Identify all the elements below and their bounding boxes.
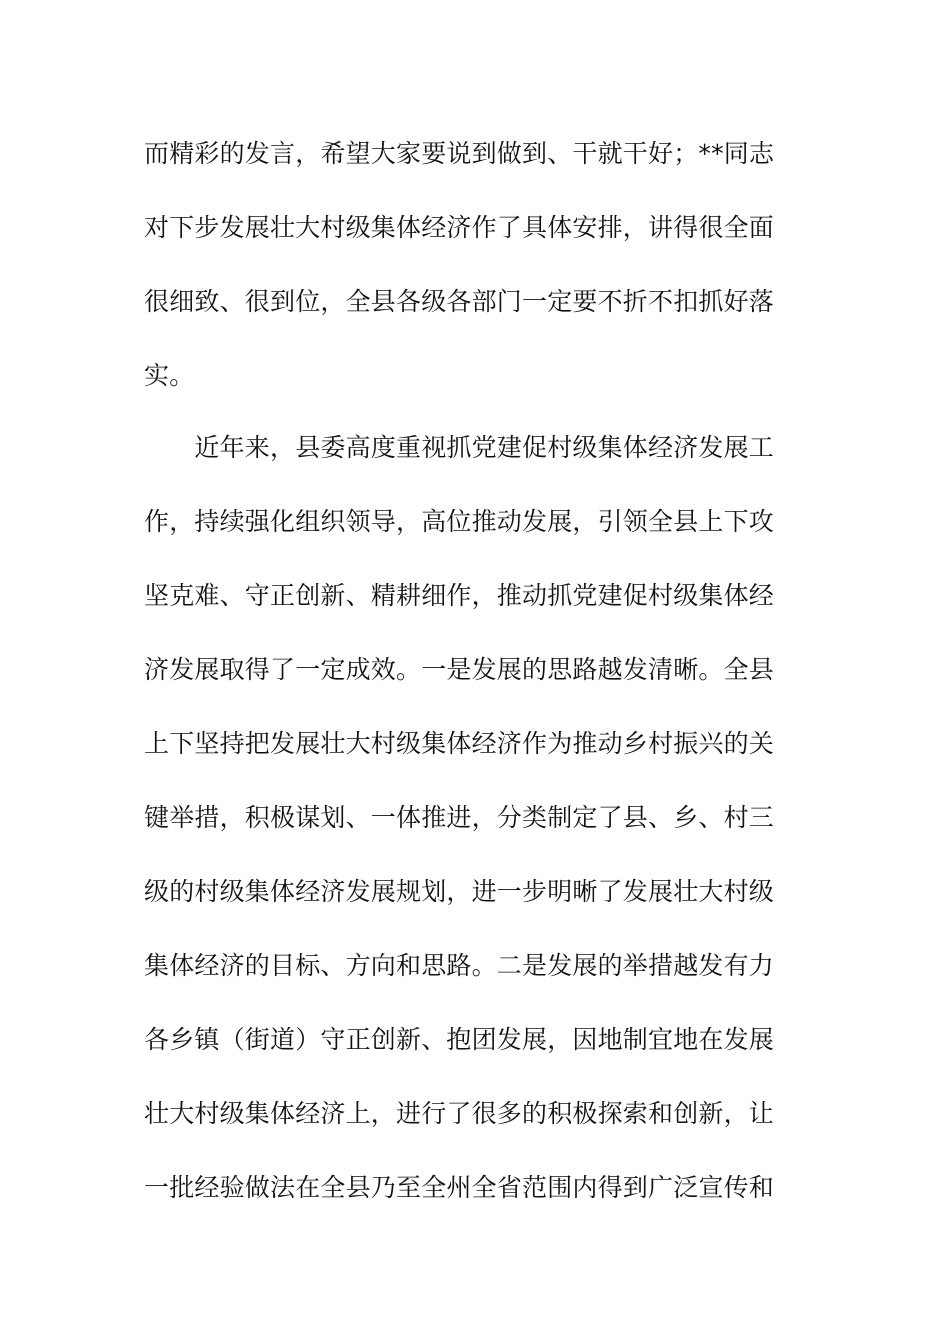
paragraph-line: 壮大村级集体经济上，进行了很多的积极探索和创新，让 <box>144 1099 775 1128</box>
paragraph-line: 济发展取得了一定成效。一是发展的思路越发清晰。全县 <box>144 655 775 684</box>
paragraph-line: 作，持续强化组织领导，高位推动发展，引领全县上下攻 <box>144 507 775 536</box>
paragraph-line: 很细致、很到位，全县各级各部门一定要不折不扣抓好落 <box>144 287 775 316</box>
paragraph-line: 坚克难、守正创新、精耕细作，推动抓党建促村级集体经 <box>144 581 775 610</box>
paragraph-line: 键举措，积极谋划、一体推进，分类制定了县、乡、村三 <box>144 803 775 832</box>
paragraph-1 <box>144 126 808 422</box>
paragraph-line: 一批经验做法在全县乃至全州全省范围内得到广泛宣传和 <box>144 1173 775 1202</box>
paragraph-line: 上下坚持把发展壮大村级集体经济作为推动乡村振兴的关 <box>144 729 775 758</box>
paragraph-line: 实。 <box>144 361 195 390</box>
paragraph-line: 集体经济的目标、方向和思路。二是发展的举措越发有力 <box>144 951 775 980</box>
paragraph-line: 各乡镇（街道）守正创新、抱团发展，因地制宜地在发展 <box>144 1025 775 1054</box>
paragraph-line: 而精彩的发言，希望大家要说到做到、干就干好；**同志 <box>144 139 775 168</box>
paragraph-2 <box>144 420 808 1234</box>
paragraph-line: 近年来，县委高度重视抓党建促村级集体经济发展工 <box>144 433 775 462</box>
paragraph-line: 级的村级集体经济发展规划，进一步明晰了发展壮大村级 <box>144 877 775 906</box>
paragraph-line: 对下步发展壮大村级集体经济作了具体安排，讲得很全面 <box>144 213 775 242</box>
